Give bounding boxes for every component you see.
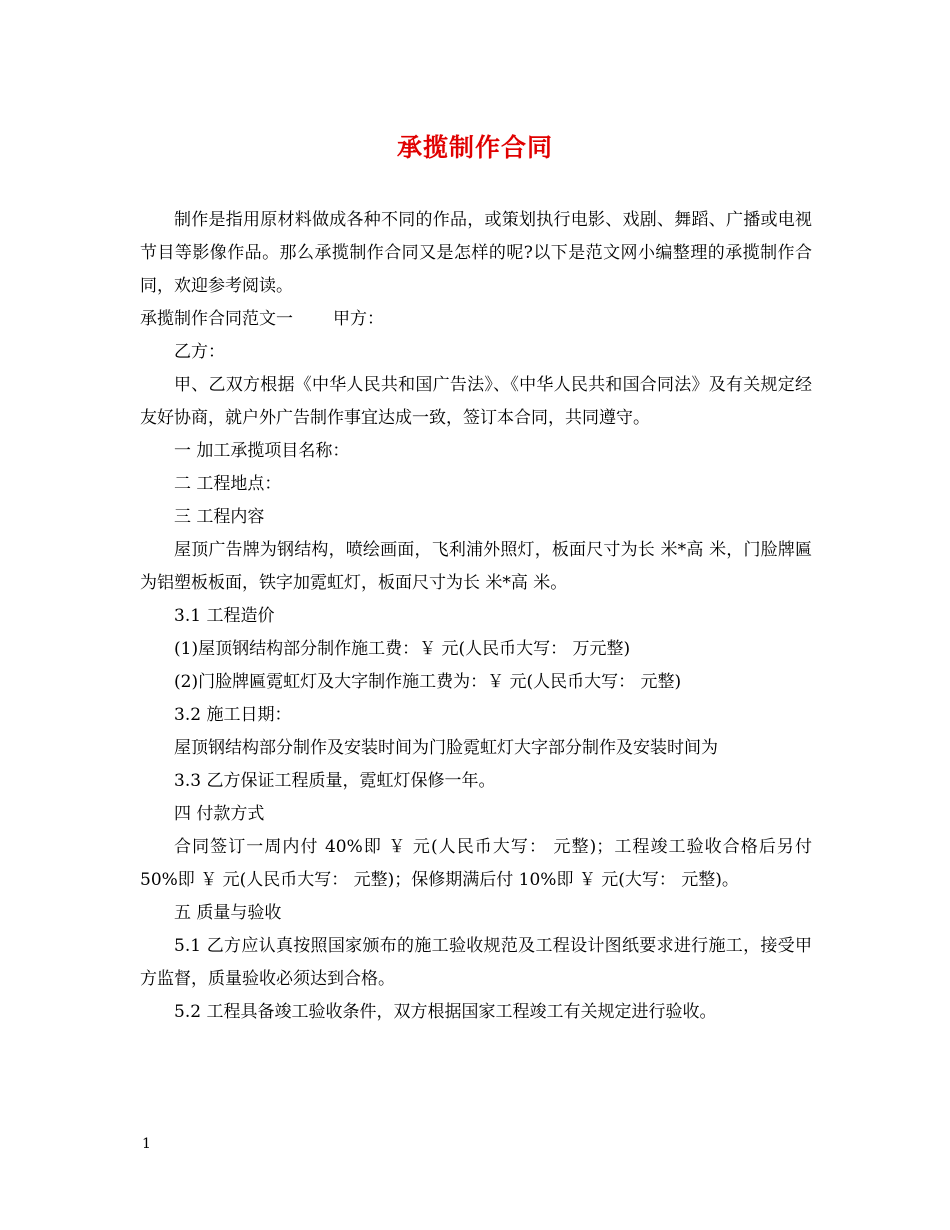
section-3-heading: 三 工程内容 bbox=[174, 507, 265, 527]
section-3-1-item-a: (1)屋顶钢结构部分制作施工费：￥ 元(人民币大写： 万元整) bbox=[174, 639, 631, 659]
intro-paragraph: 制作是指用原材料做成各种不同的作品，或策划执行电影、戏剧、舞蹈、广播或电视节目等影像作品。那么承揽制作合同又是怎样的呢?以下是范文网小编整理的承揽制作合同，欢迎参考阅读。 bbox=[140, 210, 812, 296]
section-4-content: 合同签订一周内付 40%即 ￥ 元(人民币大写： 元整)；工程竣工验收合格后另付 50%即 ￥ 元(人民币大写： 元整)；保修期满后付 10%即 ￥ 元(大写： 元整)。 bbox=[140, 837, 812, 890]
page-number: 1 bbox=[142, 1136, 151, 1152]
section-3-1-heading: 3.1 工程造价 bbox=[174, 606, 275, 626]
document-title: 承揽制作合同 bbox=[396, 133, 553, 162]
document-body bbox=[140, 204, 812, 1029]
section-5-1-text: 5.1 乙方应认真按照国家颁布的施工验收规范及工程设计图纸要求进行施工，接受甲方监督，质量验收必须达到合格。 bbox=[140, 936, 812, 989]
party-a-label: 甲方： bbox=[333, 309, 384, 329]
sample-heading: 承揽制作合同范文一 bbox=[140, 309, 293, 329]
section-5-2-text: 5.2 工程具备竣工验收条件，双方根据国家工程竣工有关规定进行验收。 bbox=[174, 1002, 717, 1022]
basis-paragraph: 甲、乙双方根据《中华人民共和国广告法》、《中华人民共和国合同法》及有关规定经友好协商，就户外广告制作事宜达成一致，签订本合同，共同遵守。 bbox=[140, 375, 812, 428]
section-3-content: 屋顶广告牌为钢结构，喷绘画面，飞利浦外照灯，板面尺寸为长 米*高 米，门脸牌匾为铝塑板板面，铁字加霓虹灯，板面尺寸为长 米*高 米。 bbox=[140, 540, 812, 593]
section-3-1-item-b: (2)门脸牌匾霓虹灯及大字制作施工费为：￥ 元(人民币大写： 元整) bbox=[174, 672, 682, 692]
section-3-2-content: 屋顶钢结构部分制作及安装时间为门脸霓虹灯大字部分制作及安装时间为 bbox=[174, 738, 718, 758]
section-3-2-heading: 3.2 施工日期： bbox=[174, 705, 292, 725]
section-3-3-text: 3.3 乙方保证工程质量，霓虹灯保修一年。 bbox=[174, 771, 496, 791]
sample-heading-line bbox=[140, 303, 812, 336]
section-4-heading: 四 付款方式 bbox=[174, 804, 265, 824]
section-5-heading: 五 质量与验收 bbox=[174, 903, 282, 923]
section-2-heading: 二 工程地点： bbox=[174, 474, 282, 494]
party-b-label: 乙方： bbox=[174, 342, 225, 362]
section-1-heading: 一 加工承揽项目名称： bbox=[174, 441, 350, 461]
